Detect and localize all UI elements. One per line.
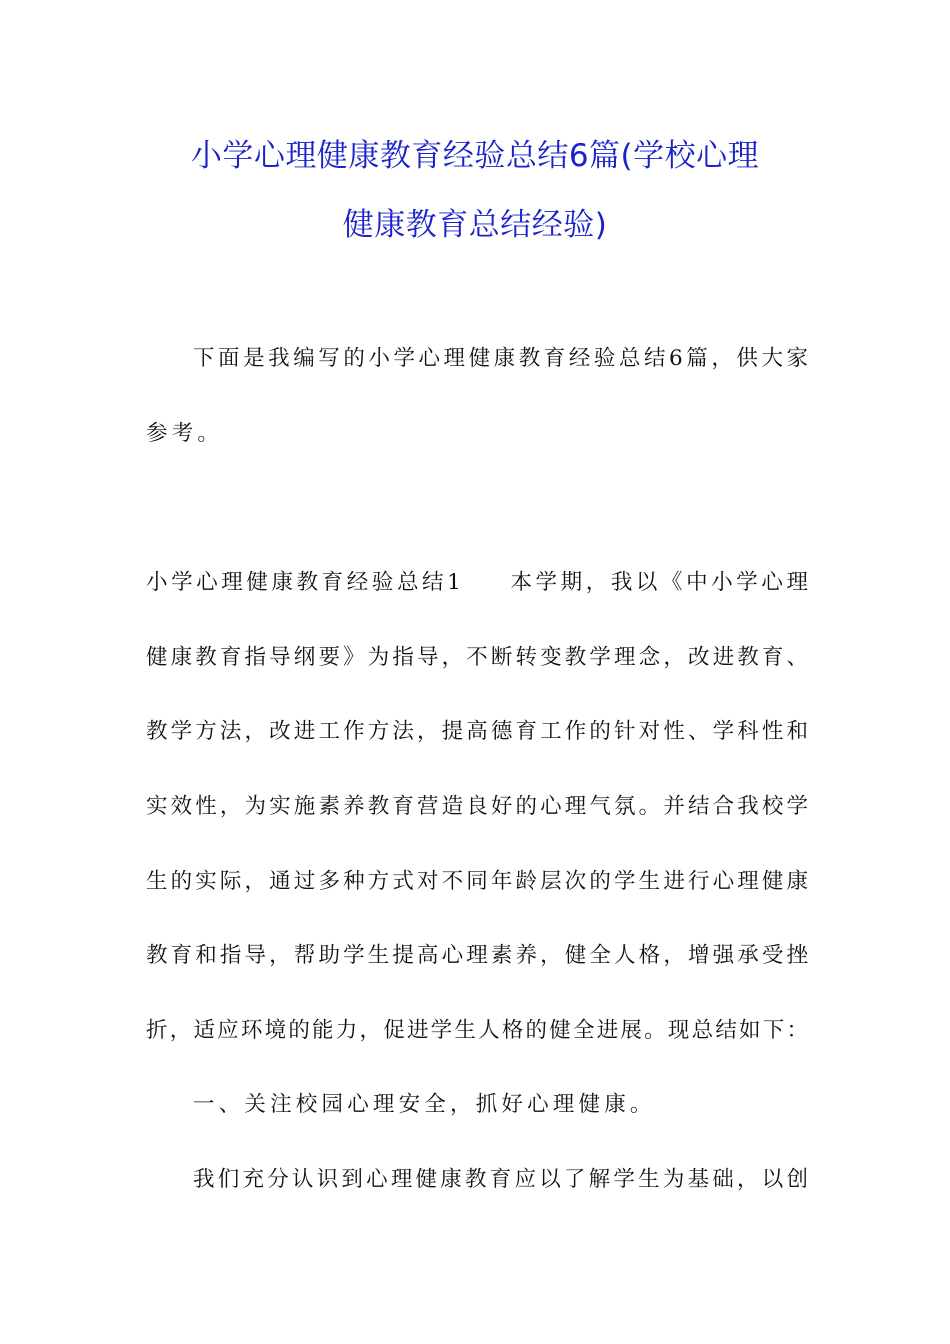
- paragraph-start: 我们充分认识到心理健康教育应以了解学生为基础，以创: [193, 1167, 808, 1192]
- body-line-6: 折，适应环境的能力，促进学生人格的健全进展。现总结如下：: [146, 1018, 808, 1043]
- body-line-1: 健康教育指导纲要》为指导，不断转变教学理念，改进教育、: [146, 645, 808, 670]
- subheading: 一、关注校园心理安全，抓好心理健康。: [193, 1092, 656, 1117]
- document-title-line-2: 健康教育总结经验): [342, 207, 608, 243]
- body-line-4: 生的实际，通过多种方式对不同年龄层次的学生进行心理健康: [146, 869, 808, 894]
- document-title-line-1: 小学心理健康教育经验总结6篇(学校心理: [190, 138, 760, 174]
- section-heading-line: [146, 568, 808, 598]
- intro-line-1: 下面是我编写的小学心理健康教育经验总结6篇，供大家: [193, 346, 808, 371]
- intro-line-2: 参考。: [146, 421, 224, 446]
- section-lead-text: 本学期，我以《中小学心理: [506, 570, 808, 595]
- body-line-3: 实效性，为实施素养教育营造良好的心理气氛。并结合我校学: [146, 794, 808, 819]
- body-line-5: 教育和指导，帮助学生提高心理素养，健全人格，增强承受挫: [146, 943, 808, 968]
- body-line-2: 教学方法，改进工作方法，提高德育工作的针对性、学科性和: [146, 719, 808, 744]
- section-heading: 小学心理健康教育经验总结1: [146, 570, 461, 595]
